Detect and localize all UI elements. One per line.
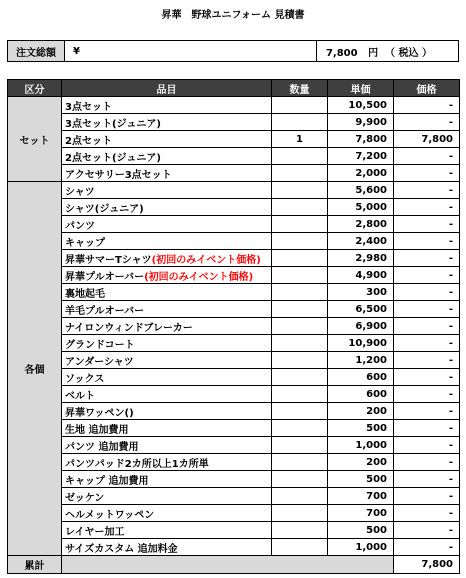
- item-note: (初回のみイベント価格): [151, 254, 261, 266]
- item-cell: [62, 522, 272, 539]
- item-cell: [62, 488, 272, 505]
- item-cell: [62, 403, 272, 420]
- item-name: 昇華サマーTシャツ: [65, 254, 152, 266]
- table-row: [8, 233, 460, 250]
- grand-total-value: 7,800: [394, 556, 460, 574]
- total-cell: -: [394, 182, 460, 199]
- qty-cell[interactable]: [272, 488, 328, 505]
- item-cell: [62, 539, 272, 556]
- item-cell: [62, 437, 272, 454]
- order-total-value: 7,800: [325, 47, 358, 59]
- order-summary: [7, 40, 459, 62]
- qty-cell[interactable]: [272, 420, 328, 437]
- qty-cell[interactable]: [272, 437, 328, 454]
- table-row: [8, 522, 460, 539]
- item-cell: [62, 182, 272, 199]
- price-cell: 300: [328, 284, 394, 301]
- table-row: [8, 335, 460, 352]
- item-name: シャツ(ジュニア): [65, 203, 144, 215]
- item-cell: [62, 131, 272, 148]
- item-name: 羊毛プルオーバー: [65, 305, 145, 317]
- price-cell: 1,000: [328, 539, 394, 556]
- qty-cell[interactable]: [272, 505, 328, 522]
- total-cell: -: [394, 250, 460, 267]
- total-cell: -: [394, 369, 460, 386]
- total-cell: -: [394, 97, 460, 114]
- item-cell: [62, 284, 272, 301]
- price-cell: 9,900: [328, 114, 394, 131]
- page-title: 昇華 野球ユニフォーム 見積書: [161, 10, 305, 21]
- table-header-row: [8, 80, 460, 97]
- price-cell: 700: [328, 505, 394, 522]
- item-cell: [62, 199, 272, 216]
- qty-cell[interactable]: [272, 369, 328, 386]
- price-cell: 500: [328, 420, 394, 437]
- total-cell: -: [394, 284, 460, 301]
- total-cell: -: [394, 454, 460, 471]
- item-name: 昇華プルオーバー: [65, 271, 145, 283]
- item-cell: [62, 386, 272, 403]
- qty-cell[interactable]: [272, 267, 328, 284]
- total-cell: -: [394, 267, 460, 284]
- item-cell: [62, 250, 272, 267]
- total-cell: -: [394, 403, 460, 420]
- qty-cell[interactable]: [272, 318, 328, 335]
- total-cell: -: [394, 233, 460, 250]
- item-cell: [62, 301, 272, 318]
- grand-total-blank: [62, 556, 394, 574]
- item-cell: [62, 165, 272, 182]
- total-cell: -: [394, 148, 460, 165]
- price-cell: 1,000: [328, 437, 394, 454]
- grand-total-label: 累計: [8, 556, 62, 574]
- qty-cell[interactable]: [272, 97, 328, 114]
- table-row: [8, 97, 460, 114]
- total-cell: -: [394, 114, 460, 131]
- table-row: [8, 403, 460, 420]
- header-price: 単価: [328, 80, 394, 97]
- item-cell: [62, 420, 272, 437]
- qty-cell[interactable]: [272, 471, 328, 488]
- table-row: [8, 216, 460, 233]
- item-name: 2点セット(ジュニア): [65, 152, 161, 164]
- table-row: [8, 352, 460, 369]
- item-name: ソックス: [65, 373, 105, 385]
- total-cell: -: [394, 352, 460, 369]
- item-name: レイヤー加工: [65, 526, 125, 538]
- qty-cell[interactable]: [272, 335, 328, 352]
- table-row: [8, 165, 460, 182]
- price-cell: 2,000: [328, 165, 394, 182]
- item-name: ゼッケン: [65, 492, 105, 504]
- qty-cell[interactable]: [272, 454, 328, 471]
- item-cell: [62, 471, 272, 488]
- price-cell: 200: [328, 454, 394, 471]
- item-cell: [62, 267, 272, 284]
- item-name: シャツ: [65, 186, 95, 198]
- table-row: [8, 114, 460, 131]
- table-row: [8, 488, 460, 505]
- qty-cell[interactable]: [272, 148, 328, 165]
- item-cell: [62, 216, 272, 233]
- qty-cell[interactable]: [272, 233, 328, 250]
- table-row: [8, 420, 460, 437]
- qty-cell[interactable]: [272, 284, 328, 301]
- price-cell: 5,000: [328, 199, 394, 216]
- item-name: パンツパッド2カ所以上1カ所単: [65, 458, 209, 470]
- table-row: [8, 199, 460, 216]
- price-cell: 1,200: [328, 352, 394, 369]
- table-row: [8, 369, 460, 386]
- item-name: グランドコート: [65, 339, 135, 351]
- qty-cell[interactable]: [272, 386, 328, 403]
- qty-cell[interactable]: [272, 539, 328, 556]
- qty-cell[interactable]: [272, 216, 328, 233]
- price-cell: 200: [328, 403, 394, 420]
- header-total: 価格: [394, 80, 460, 97]
- price-cell: 5,600: [328, 182, 394, 199]
- table-body: [8, 97, 460, 574]
- price-cell: 700: [328, 488, 394, 505]
- table-row: [8, 148, 460, 165]
- category-cell: 各個: [8, 182, 62, 556]
- total-cell: -: [394, 335, 460, 352]
- item-name: ベルト: [65, 390, 95, 402]
- table-row: [8, 437, 460, 454]
- item-name: 2点セット: [65, 135, 112, 147]
- total-cell: -: [394, 199, 460, 216]
- item-cell: [62, 318, 272, 335]
- price-cell: 7,800: [328, 131, 394, 148]
- item-cell: [62, 369, 272, 386]
- qty-cell[interactable]: [272, 250, 328, 267]
- price-cell: 2,800: [328, 216, 394, 233]
- item-name: 裏地起毛: [65, 288, 105, 300]
- item-name: キャップ: [65, 237, 105, 249]
- category-cell: セット: [8, 97, 62, 182]
- header-category: 区分: [8, 80, 62, 97]
- price-cell: 2,400: [328, 233, 394, 250]
- item-cell: [62, 505, 272, 522]
- total-cell: -: [394, 318, 460, 335]
- item-name: アンダーシャツ: [65, 356, 134, 368]
- estimate-table: [7, 79, 460, 574]
- item-name: キャップ 追加費用: [65, 475, 149, 487]
- item-name: 生地 追加費用: [65, 424, 129, 436]
- item-note: (初回のみイベント価格): [144, 271, 254, 283]
- item-cell: [62, 97, 272, 114]
- total-cell: -: [394, 471, 460, 488]
- price-cell: 6,500: [328, 301, 394, 318]
- total-cell: -: [394, 539, 460, 556]
- table-row: [8, 131, 460, 148]
- item-name: パンツ: [65, 220, 95, 232]
- table-row: [8, 318, 460, 335]
- table-row: [8, 301, 460, 318]
- price-cell: 500: [328, 471, 394, 488]
- table-row: [8, 250, 460, 267]
- qty-cell[interactable]: [272, 352, 328, 369]
- table-row: [8, 539, 460, 556]
- qty-cell[interactable]: 1: [272, 131, 328, 148]
- table-row: [8, 454, 460, 471]
- item-cell: [62, 454, 272, 471]
- qty-cell[interactable]: [272, 403, 328, 420]
- total-cell: -: [394, 386, 460, 403]
- price-cell: 2,980: [328, 250, 394, 267]
- item-cell: [62, 148, 272, 165]
- item-name: アクセサリー3点セット: [65, 169, 172, 181]
- header-item: 品目: [62, 80, 272, 97]
- item-name: 昇華ワッペン(): [65, 407, 134, 419]
- total-cell: -: [394, 216, 460, 233]
- price-cell: 500: [328, 522, 394, 539]
- item-cell: [62, 352, 272, 369]
- order-total-amount: [317, 41, 459, 62]
- price-cell: 7,200: [328, 148, 394, 165]
- item-cell: [62, 233, 272, 250]
- table-row: [8, 471, 460, 488]
- item-name: サイズカスタム 追加料金: [65, 543, 178, 555]
- item-name: パンツ 追加費用: [65, 441, 139, 453]
- price-cell: 10,500: [328, 97, 394, 114]
- total-cell: -: [394, 165, 460, 182]
- total-cell: -: [394, 301, 460, 318]
- qty-cell[interactable]: [272, 301, 328, 318]
- table-row: [8, 182, 460, 199]
- item-name: 3点セット: [65, 101, 112, 113]
- total-cell: -: [394, 420, 460, 437]
- price-cell: 4,900: [328, 267, 394, 284]
- grand-total-row: [8, 556, 460, 574]
- item-cell: [62, 114, 272, 131]
- table-row: [8, 505, 460, 522]
- price-cell: 600: [328, 369, 394, 386]
- total-cell: -: [394, 488, 460, 505]
- price-cell: 6,900: [328, 318, 394, 335]
- total-cell: -: [394, 505, 460, 522]
- order-total-label: 注文総額: [8, 41, 65, 62]
- item-name: ヘルメットワッペン: [65, 509, 155, 521]
- order-total-tax: （ 税込 ）: [385, 47, 432, 59]
- yen-symbol: ¥: [65, 41, 317, 62]
- price-cell: 10,900: [328, 335, 394, 352]
- item-cell: [62, 335, 272, 352]
- qty-cell[interactable]: [272, 199, 328, 216]
- table-row: [8, 284, 460, 301]
- item-name: 3点セット(ジュニア): [65, 118, 161, 130]
- total-cell: -: [394, 522, 460, 539]
- item-name: ナイロンウィンドブレーカー: [65, 322, 193, 334]
- table-row: [8, 386, 460, 403]
- total-cell: -: [394, 437, 460, 454]
- qty-cell[interactable]: [272, 182, 328, 199]
- table-row: [8, 267, 460, 284]
- total-cell: 7,800: [394, 131, 460, 148]
- qty-cell[interactable]: [272, 165, 328, 182]
- order-total-unit: 円: [368, 47, 379, 59]
- price-cell: 600: [328, 386, 394, 403]
- header-qty: 数量: [272, 80, 328, 97]
- qty-cell[interactable]: [272, 522, 328, 539]
- qty-cell[interactable]: [272, 114, 328, 131]
